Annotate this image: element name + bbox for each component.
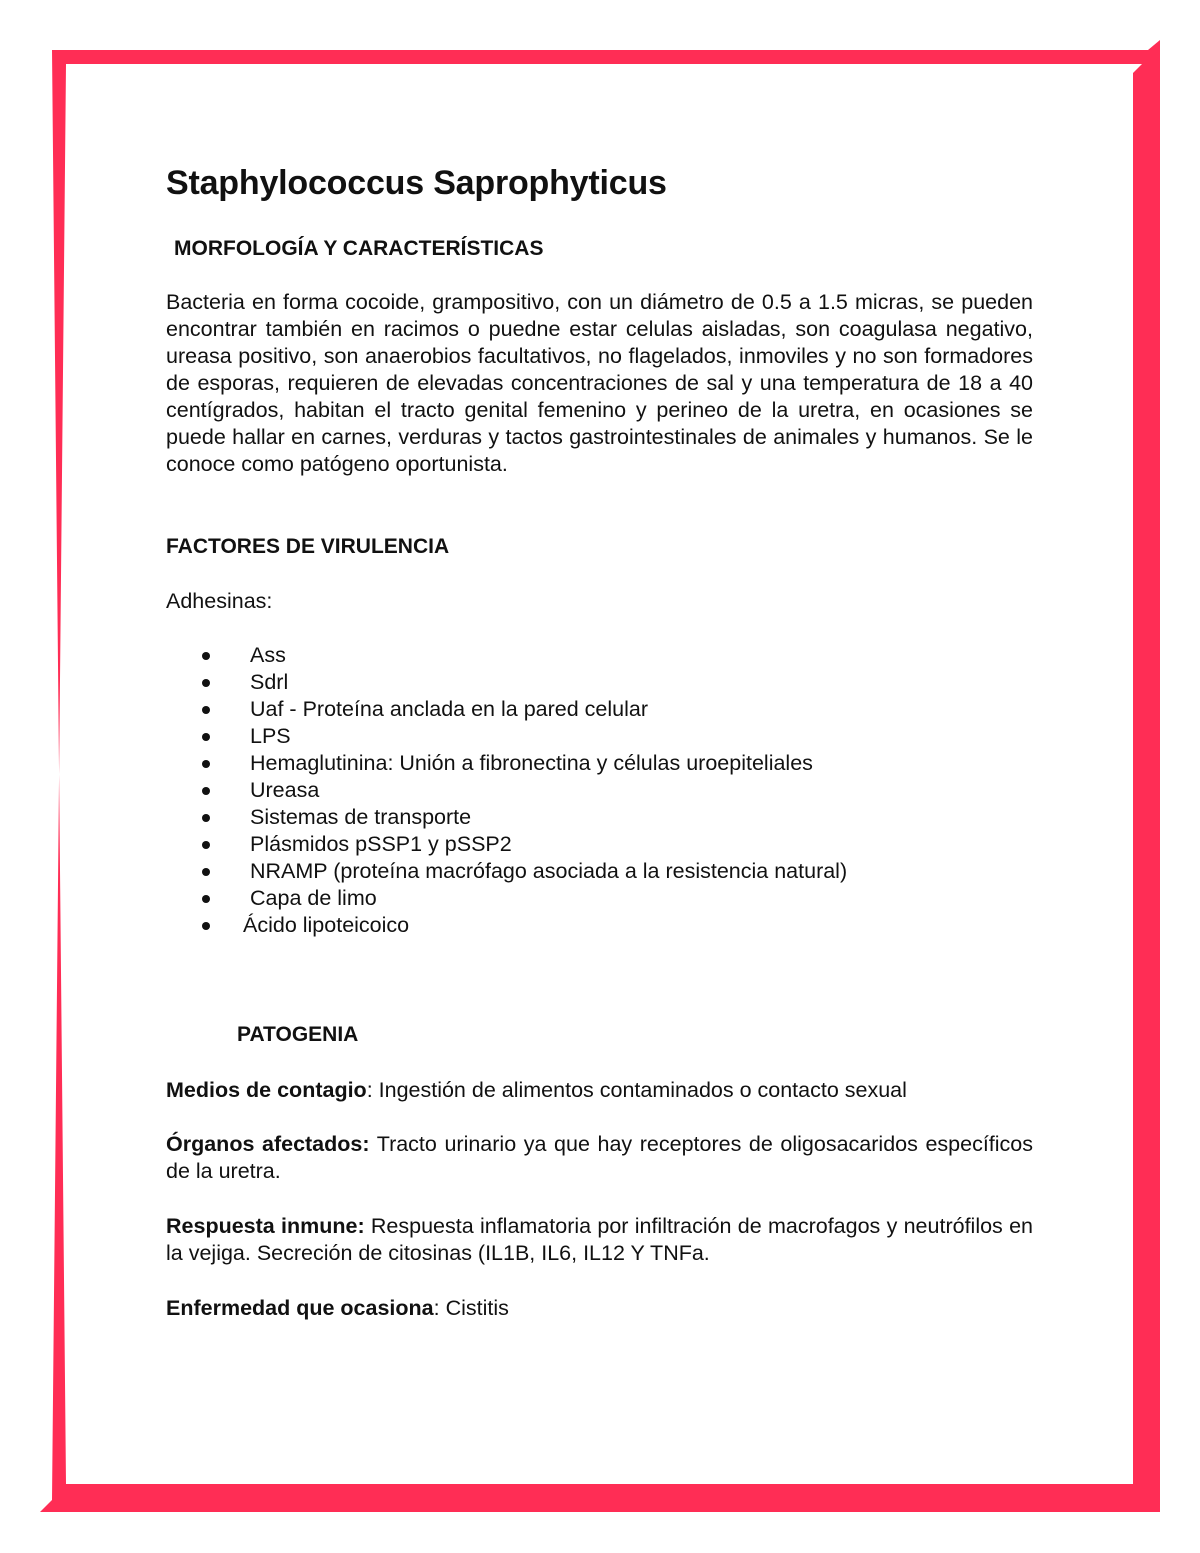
bullet-icon <box>202 760 210 768</box>
immune-response-label: Respuesta inmune: <box>166 1214 365 1238</box>
disease-label: Enfermedad que ocasiona <box>166 1296 434 1320</box>
contagion-paragraph <box>166 1077 1033 1104</box>
adhesins-subheading: Adhesinas: <box>166 589 273 613</box>
morphology-heading: MORFOLOGÍA Y CARACTERÍSTICAS <box>174 237 544 260</box>
bullet-icon <box>202 922 210 930</box>
contagion-text: : Ingestión de alimentos contaminados o contacto sexual <box>366 1078 907 1102</box>
bullet-icon <box>202 787 210 795</box>
disease-paragraph <box>166 1295 1033 1322</box>
bullet-icon <box>202 895 210 903</box>
bullet-icon <box>202 733 210 741</box>
organs-label: Órganos afectados: <box>166 1132 370 1156</box>
immune-response-paragraph <box>166 1213 1033 1267</box>
contagion-label: Medios de contagio <box>166 1078 367 1102</box>
bullet-icon <box>202 841 210 849</box>
pathogenesis-heading: PATOGENIA <box>237 1023 359 1046</box>
bullet-icon <box>202 814 210 822</box>
document-title: Staphylococcus Saprophyticus <box>166 164 667 202</box>
bullet-icon <box>202 679 210 687</box>
virulence-heading: FACTORES DE VIRULENCIA <box>166 535 450 558</box>
bullet-icon <box>202 868 210 876</box>
organs-paragraph <box>166 1131 1033 1185</box>
immune-response-text: Respuesta inflamatoria por infiltración de macrofagos y neutrófilos en la vejiga. Secreción de citosinas (IL1B, IL6, IL12 Y TNFa. <box>166 1214 1033 1265</box>
disease-text: : Cistitis <box>433 1296 509 1320</box>
bullet-icon <box>202 652 210 660</box>
bullet-icon <box>202 706 210 714</box>
organs-text: Tracto urinario ya que hay receptores de oligosacaridos específicos de la uretra. <box>166 1132 1033 1183</box>
morphology-paragraph: Bacteria en forma cocoide, grampositivo, con un diámetro de 0.5 a 1.5 micras, se pueden encontrar también en racimos o puedne estar celulas aisladas, son coagulasa negativo, ureasa positivo, son anaerobios facultativos, no flagelados, inmoviles y no son formadores de esporas, requieren de elevadas concentraciones de sal y una temperatura de 18 a 40 centígrados, habitan el tracto genital femenino y perineo de la uretra, en ocasiones se puede hallar en carnes, verduras y tactos gastrointestinales de animales y humanos. Se le conoce como patógeno oportunista. <box>166 290 1033 476</box>
